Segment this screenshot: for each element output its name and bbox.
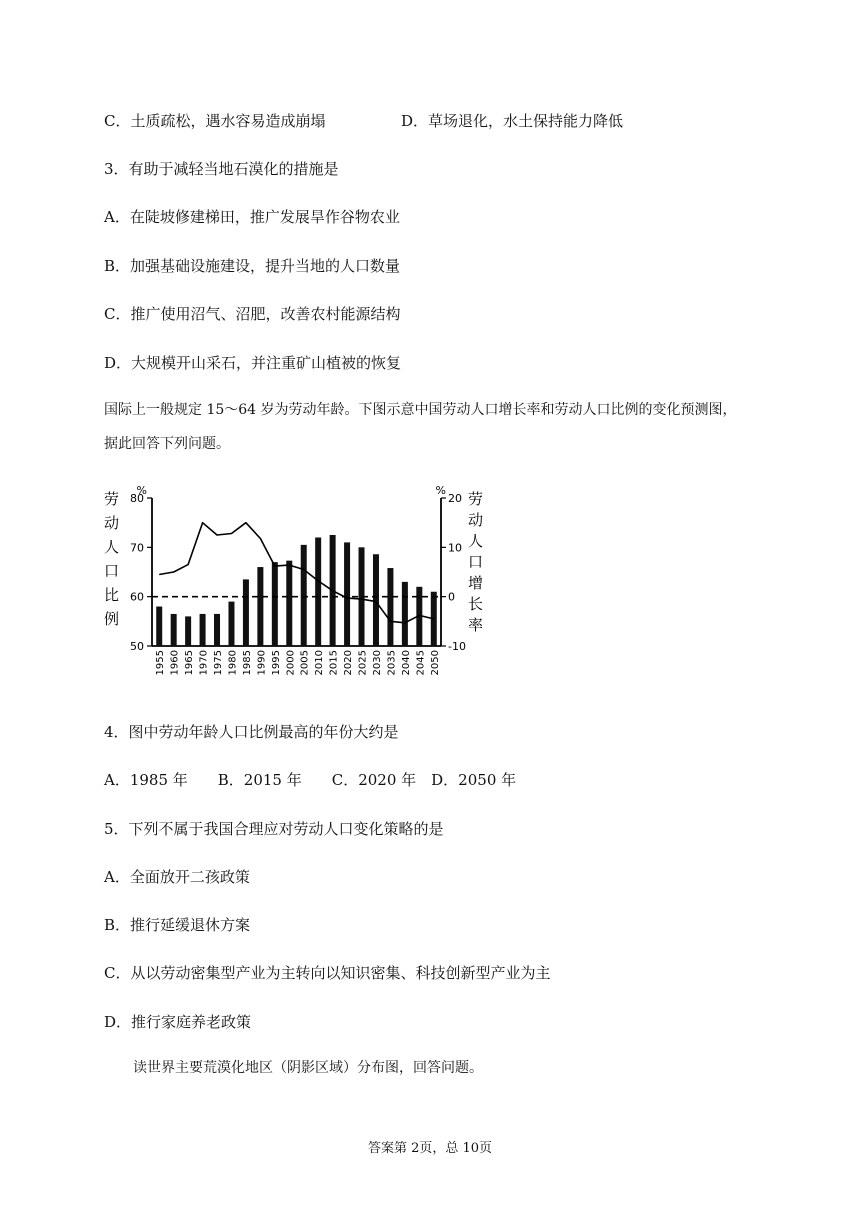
x-tick-label: 1965: [184, 650, 196, 676]
q5-option-a: A．全面放开二孩政策: [104, 868, 250, 886]
left-tick-label: 60: [130, 590, 144, 604]
bar-1995: [272, 562, 278, 646]
q5-option-b: B．推行延缓退休方案: [104, 916, 251, 934]
left-axis-label-char: 人: [104, 538, 120, 556]
q5-option-d: D．推行家庭养老政策: [104, 1013, 252, 1031]
right-axis-label-char: 劳: [468, 490, 484, 508]
right-tick-label: 10: [448, 541, 462, 555]
right-axis-label-char: 长: [468, 595, 484, 613]
bar-1960: [171, 614, 177, 646]
q5-stem: 5．下列不属于我国合理应对劳动人口变化策略的是: [104, 820, 444, 838]
bar-2010: [315, 537, 321, 646]
left-tick-label: 50: [130, 640, 144, 653]
x-tick-label: 1980: [227, 650, 239, 676]
bar-1975: [214, 614, 220, 646]
q3-option-c: C．推广使用沼气、沼肥，改善农村能源结构: [104, 305, 401, 323]
q3-option-a: A．在陡坡修建梯田，推广发展旱作谷物农业: [104, 208, 400, 226]
bar-1980: [228, 602, 234, 646]
intro-line-2: 据此回答下列问题。: [104, 436, 230, 452]
bars-group: [156, 535, 437, 646]
x-tick-label: 2035: [386, 650, 398, 676]
bar-2035: [387, 568, 393, 646]
left-axis-label-char: 劳: [104, 490, 120, 508]
labor-population-chart: [100, 478, 500, 692]
bar-1955: [156, 607, 162, 646]
left-tick-label: 80: [130, 492, 144, 505]
right-axis-label-char: 动: [468, 511, 484, 529]
bar-2000: [286, 561, 292, 646]
q4-options: A．1985 年 B．2015 年 C．2020 年 D．2050 年: [104, 771, 517, 789]
page-footer: 答案第 2页，总 10页: [367, 1141, 493, 1156]
line-group: [152, 523, 441, 623]
q5-option-c: C．从以劳动密集型产业为主转向以知识密集、科技创新型产业为主: [104, 964, 551, 982]
bar-1990: [257, 567, 263, 646]
left-tick-label: 70: [130, 541, 144, 555]
right-axis-label-char: 增: [468, 574, 484, 592]
x-tick-label: 2005: [299, 650, 311, 676]
left-axis-label-char: 动: [104, 514, 120, 532]
x-tick-label: 1960: [169, 650, 181, 676]
q4-stem: 4．图中劳动年龄人口比例最高的年份大约是: [104, 723, 399, 741]
bar-2030: [373, 554, 379, 646]
right-axis-label-char: 人: [468, 532, 484, 550]
left-axis-unit: %: [136, 484, 147, 497]
x-tick-label: 2020: [343, 650, 355, 676]
left-axis-label-char: 比: [104, 586, 120, 604]
x-tick-label: 1975: [213, 650, 225, 676]
x-tick-label: 2045: [415, 650, 427, 676]
bar-2040: [402, 582, 408, 646]
q3-option-d: D．大规模开山采石，并注重矿山植被的恢复: [104, 354, 402, 372]
x-tick-label: 2040: [400, 650, 412, 676]
x-tick-label: 1995: [270, 650, 282, 676]
x-tick-label: 2050: [429, 650, 441, 676]
q3-stem: 3．有助于减轻当地石漠化的措施是: [104, 160, 339, 178]
x-tick-label: 2030: [371, 650, 383, 676]
bar-1970: [200, 614, 206, 646]
bar-1965: [185, 616, 191, 646]
chart-frame: [147, 498, 446, 646]
x-tick-label: 1985: [241, 650, 253, 676]
right-tick-label: 20: [448, 492, 462, 505]
x-tick-label: 2000: [285, 650, 297, 676]
right-tick-label: 0: [448, 590, 455, 604]
x-tick-label: 1990: [256, 650, 268, 676]
right-tick-label: -10: [448, 640, 466, 653]
q2-option-c: C．土质疏松，遇水容易造成崩塌: [104, 112, 326, 130]
intro-line-1: 国际上一般规定 15～64 岁为劳动年龄。下图示意中国劳动人口增长率和劳动人口比例的变化预测图，: [104, 402, 737, 418]
q3-option-b: B．加强基础设施建设，提升当地的人口数量: [104, 257, 401, 275]
bar-2020: [344, 542, 350, 646]
bar-1985: [243, 579, 249, 646]
x-tick-label: 2015: [328, 650, 340, 676]
left-axis-label-char: 口: [104, 562, 120, 580]
right-axis-unit: %: [435, 484, 446, 497]
x-tick-label: 2025: [357, 650, 369, 676]
right-axis-label-char: 口: [468, 553, 484, 571]
x-tick-label: 1970: [198, 650, 210, 676]
q2-option-d: D．草场退化，水土保持能力降低: [401, 112, 624, 130]
left-axis-label-char: 例: [104, 610, 120, 628]
x-tick-label: 2010: [314, 650, 326, 676]
right-axis-label-char: 率: [468, 616, 484, 634]
x-tick-label: 1955: [155, 650, 167, 676]
bar-2005: [301, 545, 307, 646]
next-intro: 读世界主要荒漠化地区（阴影区域）分布图，回答问题。: [133, 1060, 483, 1076]
